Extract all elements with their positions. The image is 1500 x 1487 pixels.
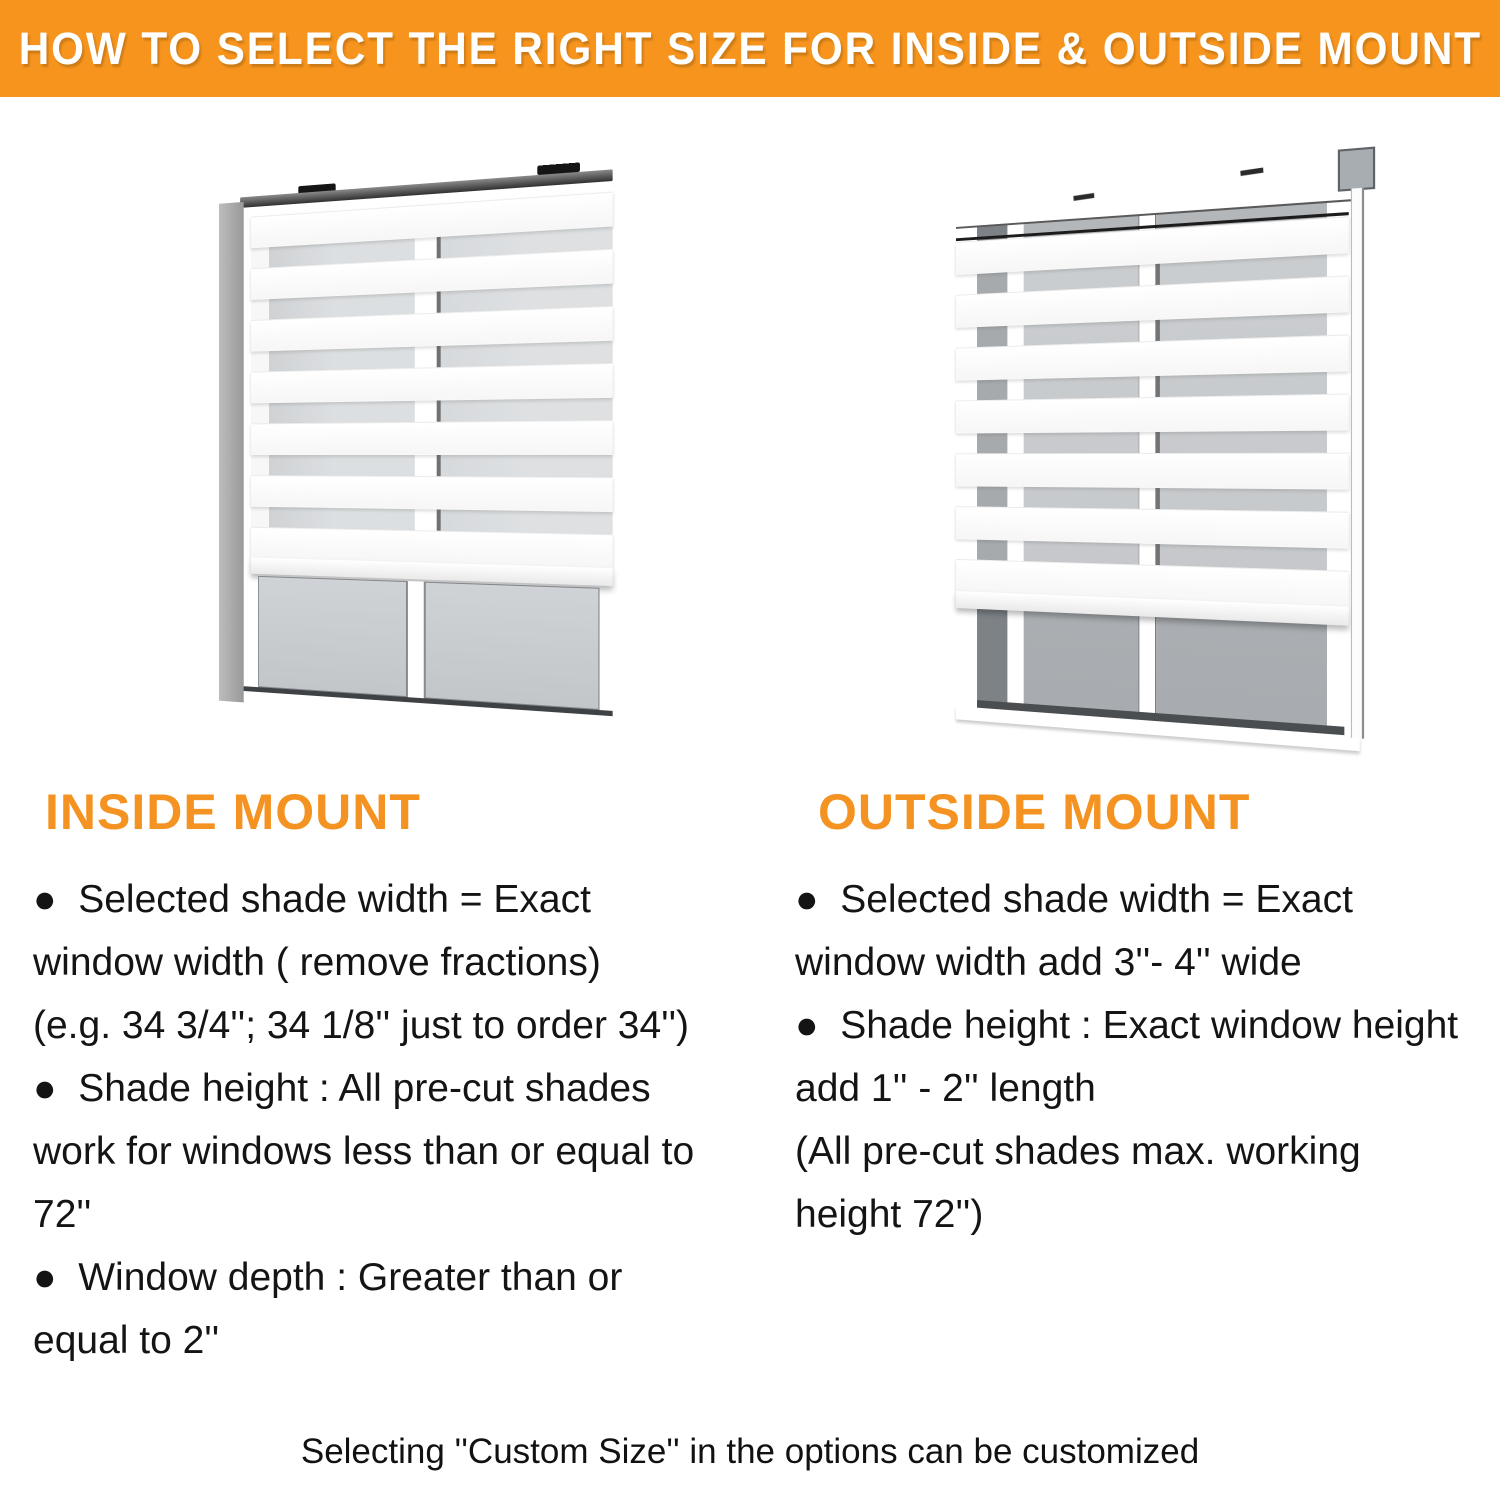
instruction-line: ● Selected shade width = Exact [33,878,591,921]
shade-slat [251,420,613,455]
shade-slat [956,394,1349,434]
banner-title: HOW TO SELECT THE RIGHT SIZE FOR INSIDE & OUTSIDE MOUNT [18,22,1482,74]
window-side-trim [1351,188,1364,739]
mount-bracket-end [1338,146,1375,191]
footer-note: Selecting ''Custom Size'' in the options can be customized [300,1432,1200,1471]
zebra-shade [251,192,613,589]
screw-slot [1240,168,1263,176]
instruction-line: equal to 2'' [33,1319,220,1362]
sheer-band [956,429,1349,453]
outside-mount-heading: OUTSIDE MOUNT [818,784,1251,840]
window-frame-left [219,202,244,703]
instruction-line: 72'' [33,1193,92,1236]
outside-mount-instructions [795,868,1500,1246]
screw-slot [1073,193,1094,201]
glass-pane [258,576,407,697]
instruction-line: height 72'') [795,1193,984,1236]
inside-mount-heading: INSIDE MOUNT [45,784,421,840]
banner [0,0,1500,97]
inside-window-scene [219,160,613,752]
instruction-line: work for windows less than or equal to [33,1130,695,1173]
instruction-line: window width ( remove fractions) [33,941,601,984]
sheer-band [251,397,613,424]
instruction-line: window width add 3''- 4'' wide [795,941,1302,984]
outside-window-scene [956,140,1380,779]
window-mullion [407,581,425,698]
instruction-line: ● Shade height : All pre-cut shades [33,1067,651,1110]
outside-mount-illustration [920,151,1400,806]
glass-pane [425,582,600,710]
zebra-shade [956,216,1349,630]
sheer-band [251,454,613,477]
instruction-line: ● Shade height : Exact window height [795,1004,1459,1047]
instruction-line: (e.g. 34 3/4''; 34 1/8'' just to order 34'') [33,1004,690,1047]
shade-slat [956,453,1349,490]
instruction-line: ● Selected shade width = Exact [795,878,1353,921]
instruction-line: (All pre-cut shades max. working [795,1130,1361,1173]
inside-mount-instructions [33,868,763,1372]
inside-mount-illustration [190,164,630,804]
instruction-line: ● Window depth : Greater than or [33,1256,623,1299]
instruction-line: add 1'' - 2'' length [795,1067,1096,1110]
